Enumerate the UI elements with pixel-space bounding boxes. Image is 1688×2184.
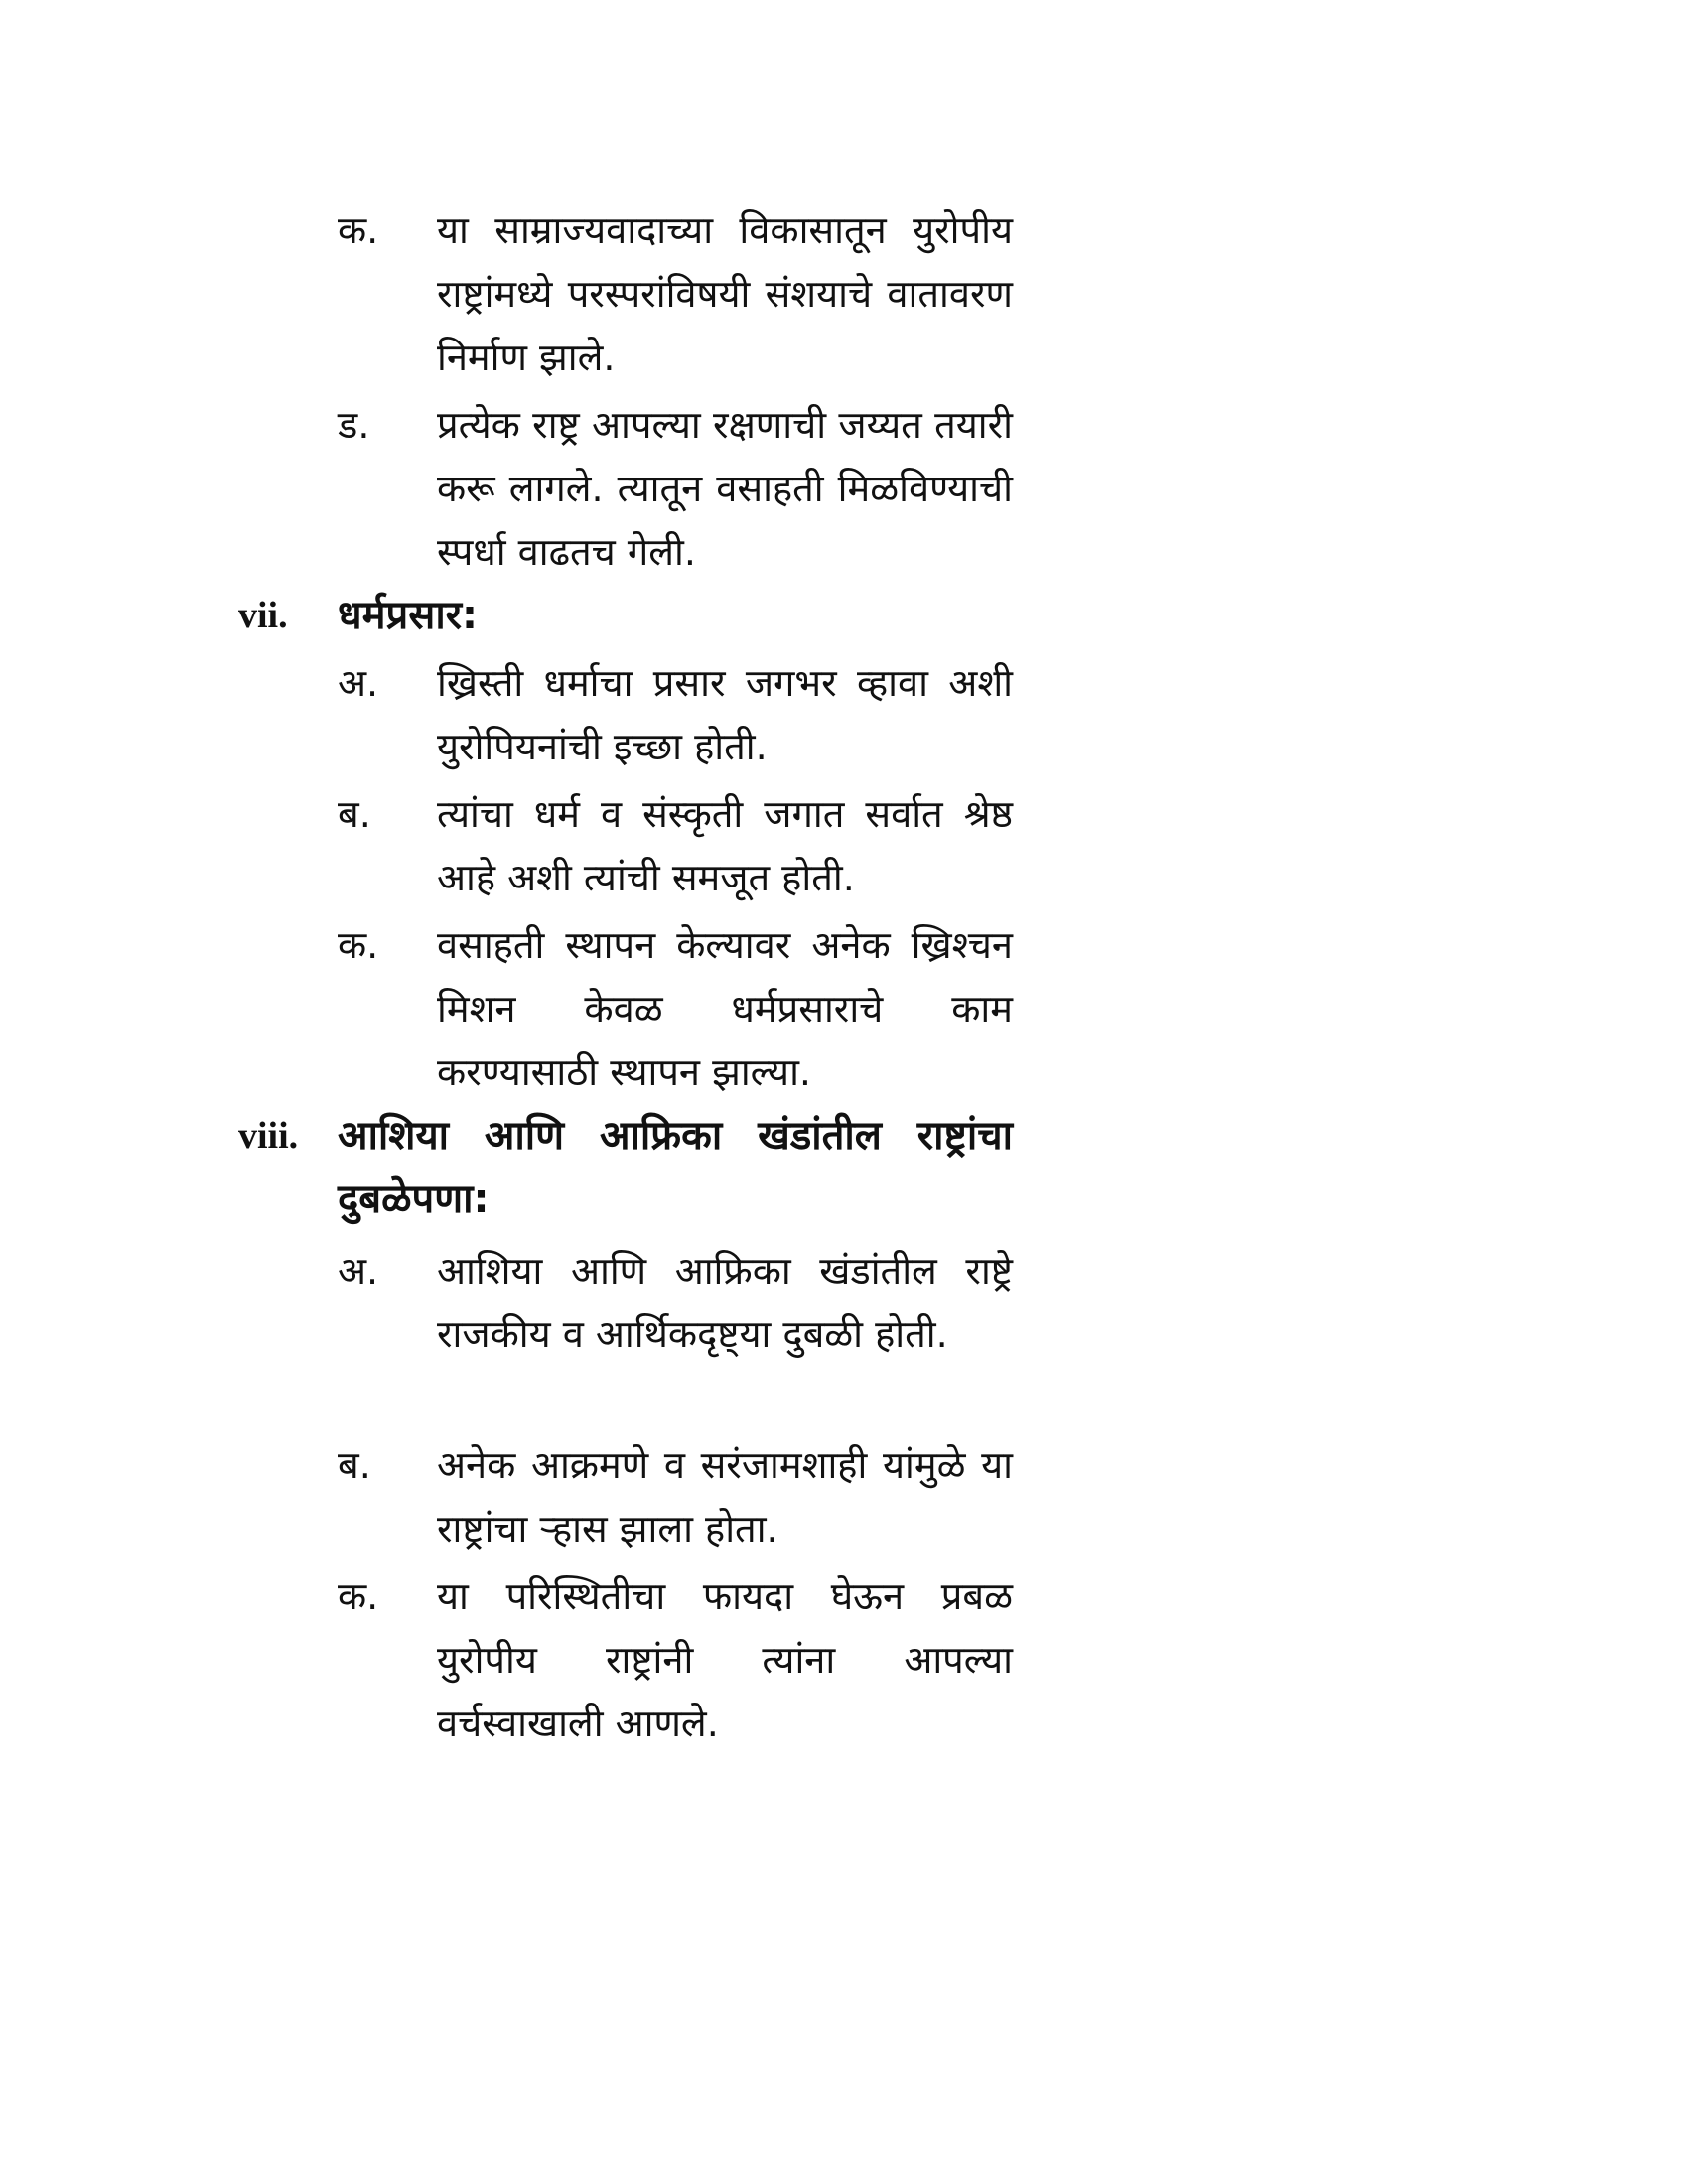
list-item-marker: अ. bbox=[338, 1249, 379, 1293]
list-item bbox=[338, 651, 1013, 778]
section-title: धर्मप्रसार: bbox=[338, 593, 479, 638]
list-item bbox=[338, 913, 1013, 1104]
list-item-text: ख्रिस्ती धर्माचा प्रसार जगभर व्हावा अशी युरोपियनांची इच्छा होती. bbox=[437, 661, 1013, 768]
list-item bbox=[338, 199, 1013, 389]
list-item bbox=[338, 393, 1013, 584]
list-item bbox=[338, 1239, 1013, 1366]
list-item-marker: ब. bbox=[338, 792, 371, 836]
section-heading bbox=[238, 584, 1013, 647]
list-item-text: त्यांचा धर्म व संस्कृती जगात सर्वात श्रेष्ठ आहे अशी त्यांची समजूत होती. bbox=[437, 792, 1013, 899]
list-item bbox=[338, 782, 1013, 909]
section-heading bbox=[238, 1104, 1013, 1231]
list-item-marker: क. bbox=[338, 1574, 379, 1618]
list-item bbox=[338, 1433, 1013, 1561]
section-number: viii. bbox=[238, 1115, 299, 1157]
list-item-marker: ड. bbox=[338, 403, 370, 447]
list-item-text: प्रत्येक राष्ट्र आपल्या रक्षणाची जय्यत तयारी करू लागले. त्यातून वसाहती मिळविण्याची स्पर्धा वाढतच गेली. bbox=[437, 403, 1013, 574]
list-item-marker: क. bbox=[338, 208, 379, 252]
section-number: vii. bbox=[238, 595, 288, 636]
list-item-marker: ब. bbox=[338, 1443, 371, 1487]
list-item-text: अनेक आक्रमणे व सरंजामशाही यांमुळे या राष्ट्रांचा ऱ्हास झाला होता. bbox=[437, 1443, 1013, 1551]
list-item-text: या परिस्थितीचा फायदा घेऊन प्रबळ युरोपीय राष्ट्रांनी त्यांना आपल्या वर्चस्वाखाली आणले. bbox=[437, 1574, 1013, 1745]
list-item bbox=[338, 1565, 1013, 1755]
list-item-marker: क. bbox=[338, 923, 379, 967]
list-item-text: आशिया आणि आफ्रिका खंडांतील राष्ट्रे राजकीय व आर्थिकदृष्ट्या दुबळी होती. bbox=[437, 1249, 1013, 1356]
section-title: आशिया आणि आफ्रिका खंडांतील राष्ट्रांचा दुबळेपणा: bbox=[338, 1113, 1013, 1222]
list-item-marker: अ. bbox=[338, 661, 379, 705]
list-item-text: वसाहती स्थापन केल्यावर अनेक ख्रिश्चन मिशन केवळ धर्मप्रसाराचे काम करण्यासाठी स्थापन झाल्या. bbox=[437, 923, 1013, 1094]
list-item-text: या साम्राज्यवादाच्या विकासातून युरोपीय राष्ट्रांमध्ये परस्परांविषयी संशयाचे वातावरण निर्माण झाले. bbox=[437, 208, 1013, 379]
